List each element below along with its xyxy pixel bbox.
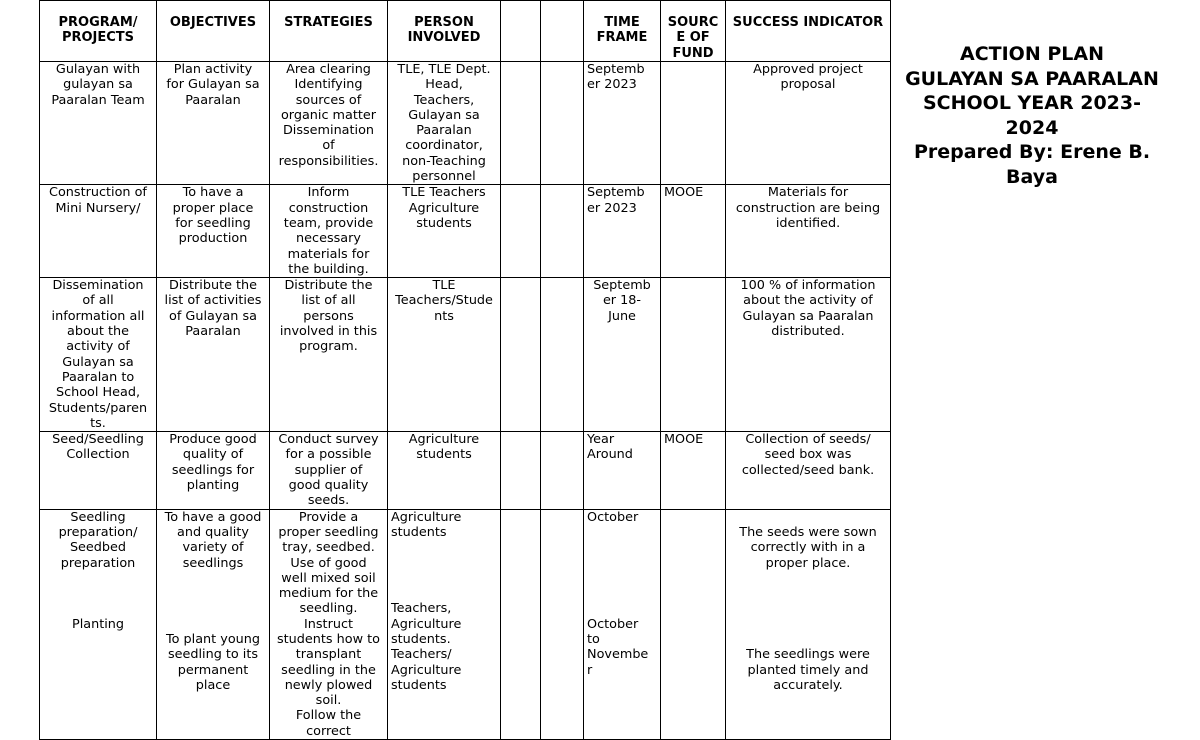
cell-person: Agriculture students xyxy=(388,432,501,509)
cell-person: Agriculture students Teachers, Agriculture students. Teachers/ Agriculture students xyxy=(388,509,501,739)
table-row xyxy=(40,432,891,509)
header-blank-1 xyxy=(501,1,541,62)
cell-blank xyxy=(541,432,584,509)
cell-success: Materials for construction are being identified. xyxy=(726,185,891,278)
table-row xyxy=(40,185,891,278)
title-school-year: SCHOOL YEAR 2023- xyxy=(922,92,1141,114)
cell-program: Seedling preparation/ Seedbed preparation Planting xyxy=(40,509,157,739)
cell-source xyxy=(661,509,726,739)
cell-blank xyxy=(541,62,584,185)
cell-blank xyxy=(501,278,541,432)
cell-success: The seeds were sown correctly with in a proper place. The seedlings were planted timely and accurately. xyxy=(726,509,891,739)
cell-success: 100 % of information about the activity of Gulayan sa Paaralan distributed. xyxy=(726,278,891,432)
cell-time: Septemb er 18- June xyxy=(584,278,661,432)
cell-time: Septemb er 2023 xyxy=(584,185,661,278)
table-row xyxy=(40,62,891,185)
cell-success: Collection of seeds/ seed box was collected/seed bank. xyxy=(726,432,891,509)
cell-blank xyxy=(541,509,584,739)
cell-blank xyxy=(501,432,541,509)
cell-person: TLE Teachers/Stude nts xyxy=(388,278,501,432)
prepared-by: Prepared By: Erene B. xyxy=(913,141,1151,163)
header-program: PROGRAM/ PROJECTS xyxy=(40,1,157,62)
cell-strategies: Conduct survey for a possible supplier of good quality seeds. xyxy=(270,432,388,509)
cell-source: MOOE xyxy=(661,185,726,278)
cell-person: TLE, TLE Dept. Head, Teachers, Gulayan sa Paaralan coordinator, non-Teaching personnel xyxy=(388,62,501,185)
cell-blank xyxy=(541,278,584,432)
cell-success: Approved project proposal xyxy=(726,62,891,185)
cell-blank xyxy=(501,509,541,739)
header-strategies: STRATEGIES xyxy=(270,1,388,62)
prepared-by-surname: Baya xyxy=(1006,165,1058,188)
cell-objectives: Produce good quality of seedlings for planting xyxy=(157,432,270,509)
header-time: TIME FRAME xyxy=(584,1,661,62)
table-row xyxy=(40,278,891,432)
cell-objectives: Distribute the list of activities of Gulayan sa Paaralan xyxy=(157,278,270,432)
cell-strategies: Inform construction team, provide necessary materials for the building. xyxy=(270,185,388,278)
cell-program: Dissemination of all information all about the activity of Gulayan sa Paaralan to School Head, Students/paren ts. xyxy=(40,278,157,432)
header-person: PERSON INVOLVED xyxy=(388,1,501,62)
cell-blank xyxy=(501,185,541,278)
cell-time: October October to Novembe r xyxy=(584,509,661,739)
header-source: SOURC E OF FUND xyxy=(661,1,726,62)
cell-objectives: Plan activity for Gulayan sa Paaralan xyxy=(157,62,270,185)
cell-time: Septemb er 2023 xyxy=(584,62,661,185)
cell-objectives: To have a proper place for seedling production xyxy=(157,185,270,278)
cell-strategies: Provide a proper seedling tray, seedbed. Use of good well mixed soil medium for the seedling. Instruct students how to transplant seedling in the newly plowed soil. Follow the correct xyxy=(270,509,388,739)
header-row xyxy=(40,1,891,62)
title-school-year-end: 2024 xyxy=(1005,116,1059,139)
cell-program: Gulayan with gulayan sa Paaralan Team xyxy=(40,62,157,185)
header-blank-2 xyxy=(541,1,584,62)
title-program-name: GULAYAN SA PAARALAN xyxy=(905,67,1159,90)
cell-source xyxy=(661,62,726,185)
cell-source xyxy=(661,278,726,432)
cell-program: Seed/Seedling Collection xyxy=(40,432,157,509)
cell-person: TLE Teachers Agriculture students xyxy=(388,185,501,278)
cell-blank xyxy=(501,62,541,185)
action-plan-table xyxy=(39,0,891,740)
cell-strategies: Distribute the list of all persons involved in this program. xyxy=(270,278,388,432)
cell-program: Construction of Mini Nursery/ xyxy=(40,185,157,278)
title-action-plan: ACTION PLAN xyxy=(960,43,1104,65)
table-row xyxy=(40,509,891,739)
header-success: SUCCESS INDICATOR xyxy=(726,1,891,62)
cell-source: MOOE xyxy=(661,432,726,509)
cell-time: Year Around xyxy=(584,432,661,509)
document-title-block xyxy=(898,42,1166,189)
cell-objectives: To have a good and quality variety of seedlings To plant young seedling to its permanent place xyxy=(157,509,270,739)
header-objectives: OBJECTIVES xyxy=(157,1,270,62)
cell-strategies: Area clearing Identifying sources of organic matter Dissemination of responsibilities. xyxy=(270,62,388,185)
cell-blank xyxy=(541,185,584,278)
